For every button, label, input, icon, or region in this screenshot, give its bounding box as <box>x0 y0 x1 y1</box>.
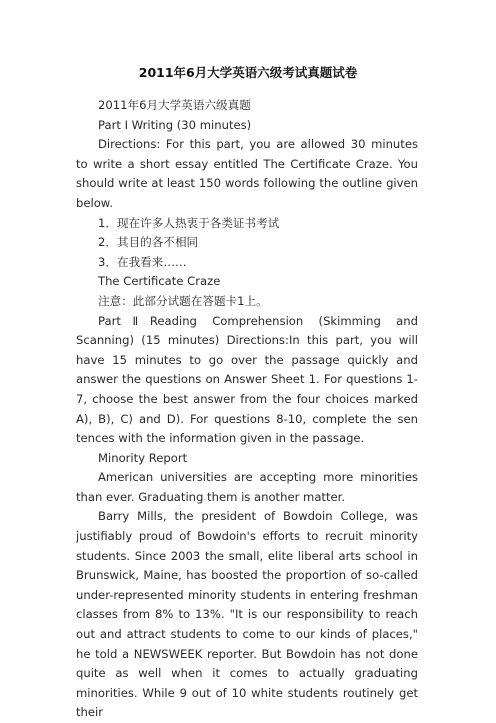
passage-paragraph-2: Barry Mills, the president of Bowdoin College, was justifiably proud of Bowdoin's efforts to recruit minority students. Since 2003 the small, elite liberal arts school in Brunswick, Maine, has boosted the proportion of so-called under-represented minority students in entering freshman classes from 8% to 13%. "It is our responsibility to reach out and attract students to come to our kinds of places," he told a NEWSWEEK reporter. But Bowdoin has not done quite as well when it comes to actually graduating minorities. While 9 out of 10 white students routinely get their <box>76 509 418 720</box>
outline-item-1: 1．现在许多人热衷于各类证书考试 <box>98 215 280 230</box>
document-body <box>76 96 418 723</box>
paragraph-part2-directions: PartⅡReading Comprehension (Skimming and Scanning) (15 minutes) Directions:In this part, you will have 15 minutes to go over the passage quickly and answer the questions on Answer Sheet 1. For questions 1-7, choose the best answer from the four choices marked A), B), C) and D). For questions 8-10, complete the sen tences with the information given in the passage. <box>76 313 418 446</box>
answer-sheet-note: 注意：此部分试题在答题卡1上。 <box>98 293 268 308</box>
paragraph-exam-heading: 2011年6月大学英语六级真题 <box>98 98 251 112</box>
passage-title: Minority Report <box>98 450 188 465</box>
paragraph-part1-heading: Part Ⅰ Writing (30 minutes) <box>98 117 252 132</box>
outline-item-3: 3．在我看来…… <box>98 254 187 269</box>
paragraph-directions: Directions: For this part, you are allowed 30 minutes to write a short essay entitled The Certificate Craze. You should write at least 150 words following the outline given below. <box>76 137 418 210</box>
essay-title: The Certificate Craze <box>98 274 221 289</box>
passage-paragraph-1: American universities are accepting more minorities than ever. Graduating them is another matter. <box>76 470 418 504</box>
document-title: 2011年6月大学英语六级考试真题试卷 <box>138 65 358 80</box>
outline-item-2: 2．其目的各不相同 <box>98 235 199 250</box>
